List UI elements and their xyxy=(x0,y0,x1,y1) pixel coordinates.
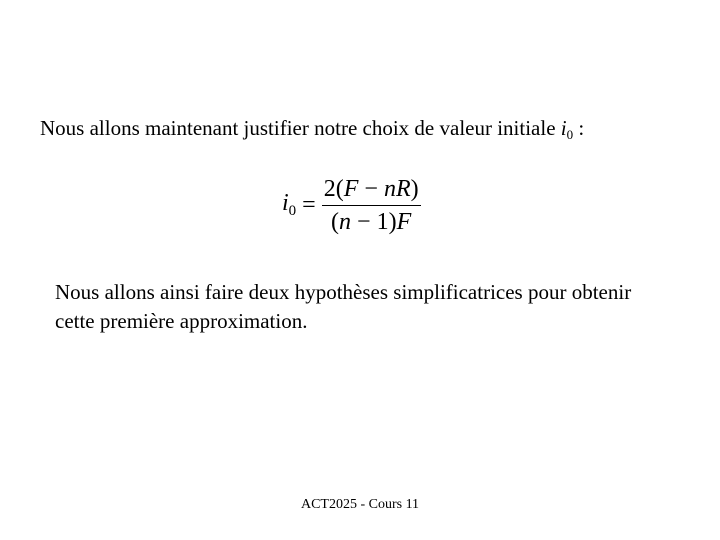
formula-fraction xyxy=(322,175,421,236)
intro-text: Nous allons maintenant justifier notre choix de valeur initiale xyxy=(40,116,561,140)
formula-lhs xyxy=(282,190,296,220)
intro-suffix: : xyxy=(573,116,585,140)
intro-sentence xyxy=(40,114,584,149)
hypothesis-paragraph: Nous allons ainsi faire deux hypothèses simplificatrices pour obtenir cette première approximation. xyxy=(55,280,632,333)
formula-lhs-variable: i xyxy=(282,190,289,216)
intro-variable-subscript: 0 xyxy=(566,127,574,142)
slide-footer: ACT2025 - Cours 11 xyxy=(300,497,420,512)
intro-variable: i xyxy=(560,116,567,140)
formula-equals: = xyxy=(302,191,316,218)
formula-denominator: (n − 1)F xyxy=(331,208,412,235)
formula-numerator: 2(F − nR) xyxy=(322,175,421,206)
formula xyxy=(282,172,421,238)
formula-lhs-subscript: 0 xyxy=(288,203,297,219)
